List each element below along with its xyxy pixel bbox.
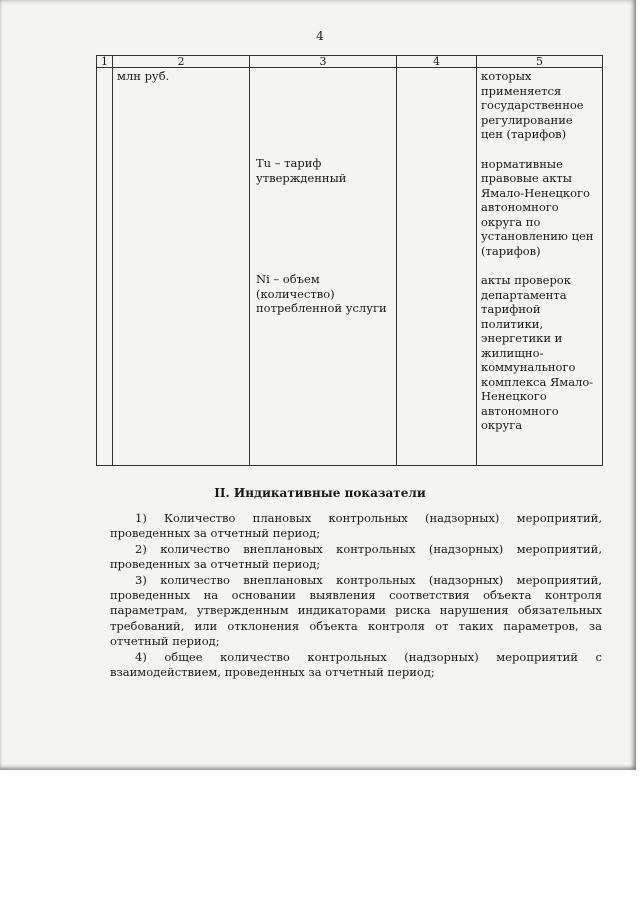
column-header: 1 <box>97 56 113 68</box>
column-header: 3 <box>250 56 397 68</box>
table-cell <box>250 68 397 466</box>
page-number: 4 <box>316 29 324 43</box>
source-description: которых применяется государственное регулирование цен (тарифов) <box>481 69 584 141</box>
list-item: 1) Количество плановых контрольных (надзорных) мероприятий, проведенных за отчетный период; <box>110 511 602 541</box>
table-cell <box>113 68 250 466</box>
table-row <box>97 68 603 466</box>
column-header: 2 <box>113 56 250 68</box>
source-description: нормативные правовые акты Ямало-Ненецкого автономного округа по установлению цен (тарифов) <box>481 156 594 258</box>
list-item: 2) количество внеплановых контрольных (надзорных) мероприятий, проведенных за отчетный период; <box>110 541 602 572</box>
indicator-table <box>96 55 603 466</box>
source-description: акты проверок департамента тарифной политики, энергетики и жилищно-коммунального комплекса Ямало-Ненецкого автономного округа <box>481 273 594 432</box>
variable-description: Tu – тариф утвержденный <box>256 156 347 185</box>
table-header-row <box>97 56 603 68</box>
column-header: 4 <box>397 56 477 68</box>
indicators-list <box>110 511 602 680</box>
variable-description: Ni – объем (количество) потребленной услуги <box>256 272 387 315</box>
table-cell <box>397 68 477 466</box>
column-header: 5 <box>477 56 603 68</box>
section-title: II. Индикативные показатели <box>214 486 426 500</box>
list-item: 4) общее количество контрольных (надзорных) мероприятий с взаимодействием, проведенных за отчетный период; <box>110 649 602 680</box>
list-item: 3) количество внеплановых контрольных (надзорных) мероприятий, проведенных на основании выявления соответствия объекта контроля параметрам, утвержденным индикаторами риска нарушения обязательных требований, или отклонения объекта контроля от таких параметров, за отчетный период; <box>110 572 602 649</box>
unit-text: млн руб. <box>117 69 170 83</box>
table-cell <box>477 68 603 466</box>
table-cell <box>97 68 113 466</box>
